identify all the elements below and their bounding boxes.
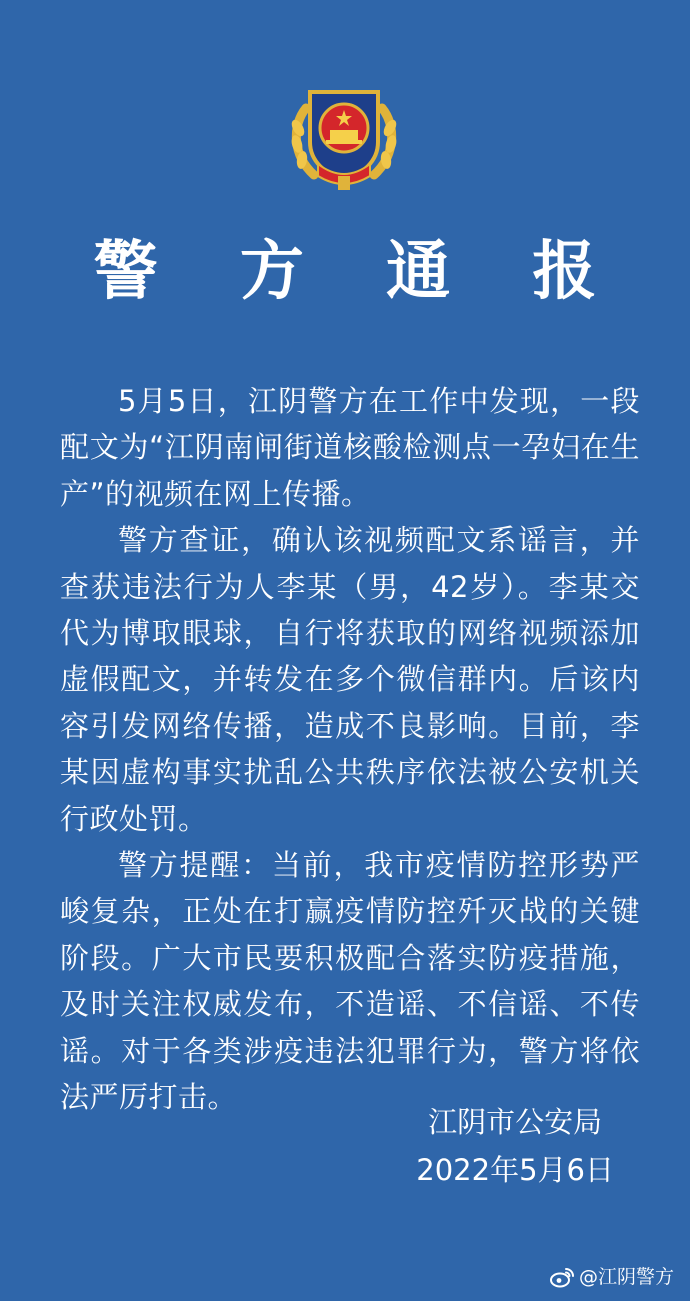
page-title: 警 方 通 报: [93, 235, 627, 309]
notice-body: [60, 378, 640, 1121]
paragraph-1: 5月5日，江阴警方在工作中发现，一段配文为“江阴南闸街道核酸检测点一孕妇在生产”的视频在网上传播。: [60, 384, 640, 511]
watermark-handle: @江阴警方: [578, 1266, 674, 1288]
paragraph-2: 警方查证，确认该视频配文系谣言，并查获违法行为人李某（男，42岁）。李某交代为博取眼球，自行将获取的网络视频添加虚假配文，并转发在多个微信群内。后该内容引发网络传播，造成不良影响。目前，李某因虚构事实扰乱公共秩序依法被公安机关行政处罚。: [60, 523, 640, 836]
paragraph-3: 警方提醒：当前，我市疫情防控形势严峻复杂，正处在打赢疫情防控歼灭战的关键阶段。广大市民要积极配合落实防疫措施，及时关注权威发布，不造谣、不信谣、不传谣。对于各类涉疫违法犯罪行为，警方将依法严厉打击。: [60, 848, 640, 1115]
weibo-watermark: [549, 1264, 674, 1290]
weibo-icon: [549, 1266, 575, 1288]
issue-date: 2022年5月6日: [416, 1153, 614, 1187]
police-emblem-icon: [284, 80, 404, 192]
issuing-org: 江阴市公安局: [428, 1105, 603, 1139]
signature-block: [416, 1098, 614, 1194]
